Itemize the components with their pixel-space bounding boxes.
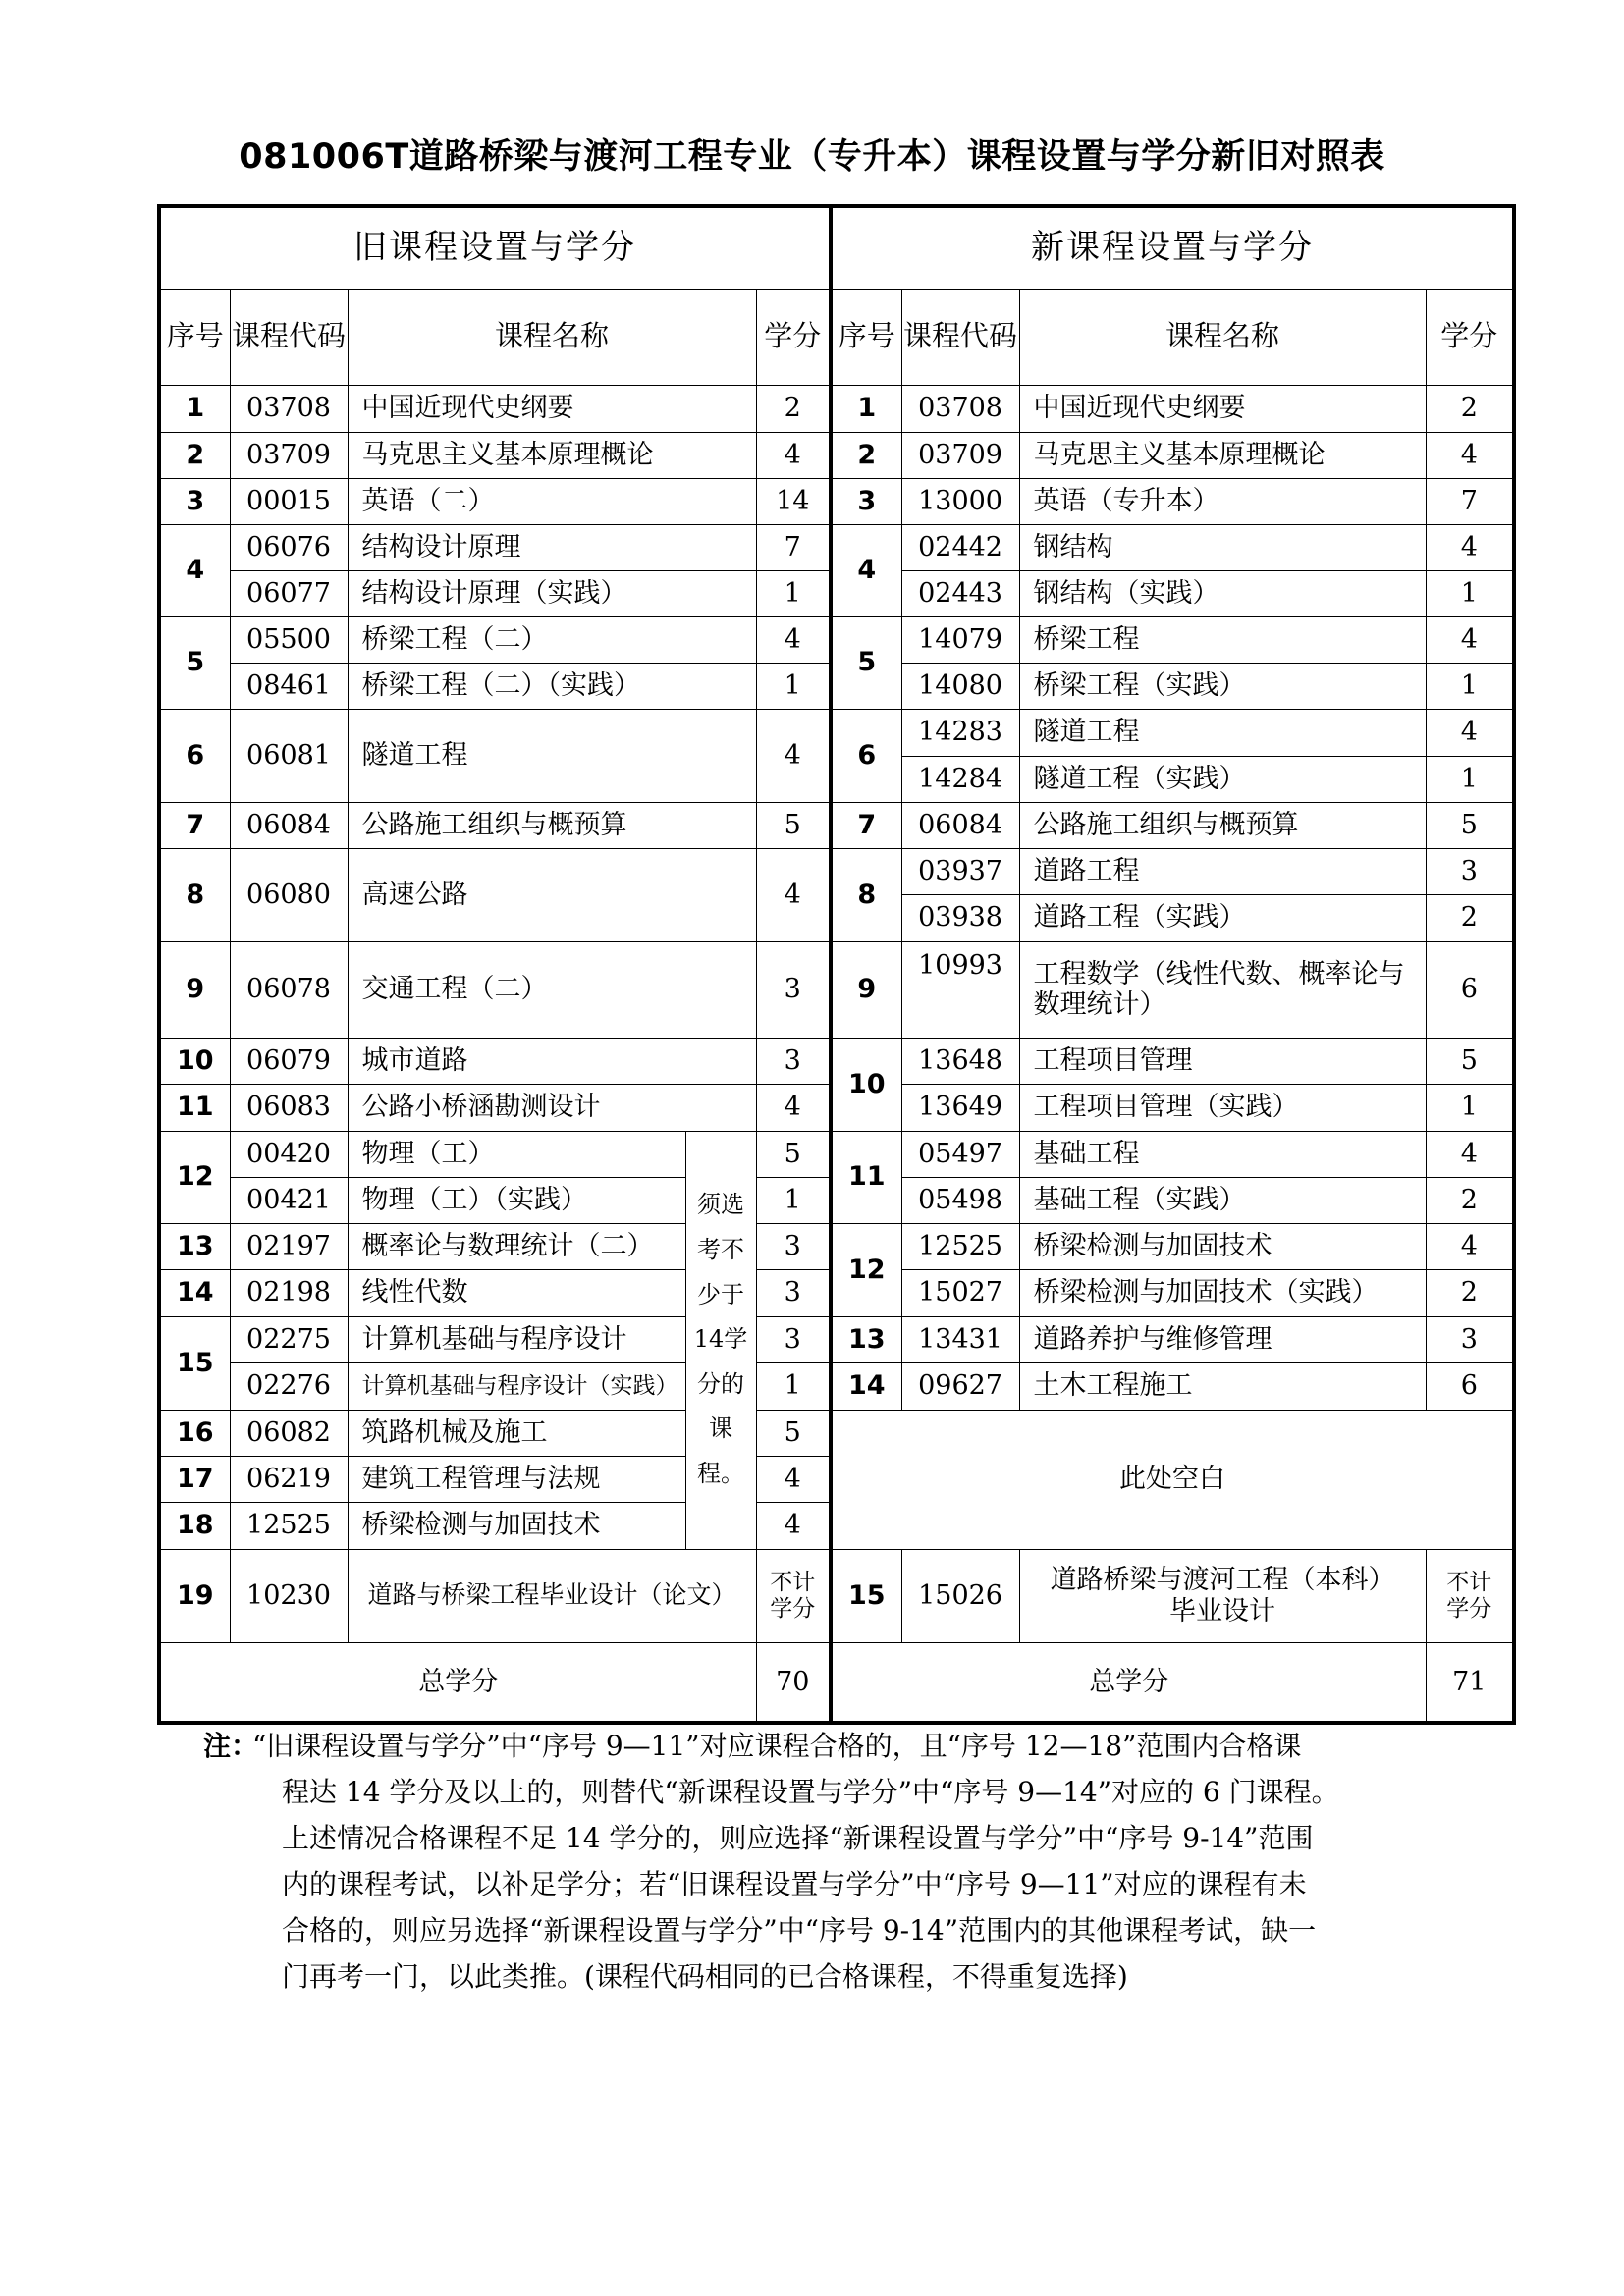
new-row-code: 10993: [901, 941, 1019, 1038]
new-row-no: 2: [831, 432, 901, 478]
old-row-no: 17: [159, 1456, 230, 1502]
new-row-code: 13648: [901, 1038, 1019, 1084]
new-row-credit: 2: [1426, 385, 1514, 432]
old-row-credit: 4: [756, 848, 831, 941]
old-row-name: 道路与桥梁工程毕业设计（论文）: [348, 1549, 756, 1642]
old-row-no: 9: [159, 941, 230, 1038]
table-row: [159, 1038, 1514, 1084]
old-row-code: 00015: [230, 478, 348, 524]
new-row-credit: 1: [1426, 1084, 1514, 1131]
old-row-no: 11: [159, 1084, 230, 1131]
old-row-code: 02275: [230, 1316, 348, 1362]
old-row-code: 02276: [230, 1362, 348, 1410]
old-row-credit: 4: [756, 1084, 831, 1131]
old-row-code: 06219: [230, 1456, 348, 1502]
new-row-no: 13: [831, 1316, 901, 1362]
table-row: [159, 432, 1514, 478]
new-row-no: 1: [831, 385, 901, 432]
new-row-name: 公路施工组织与概预算: [1019, 802, 1426, 848]
old-row-code: 03709: [230, 432, 348, 478]
old-total-label: 总学分: [159, 1642, 756, 1723]
new-row-credit: 2: [1426, 1177, 1514, 1223]
old-row-credit: 2: [756, 385, 831, 432]
new-row-name: 英语（专升本）: [1019, 478, 1426, 524]
old-row-code: 05500: [230, 616, 348, 663]
note-line: 上述情况合格课程不足 14 学分的，则应选择“新课程设置与学分”中“序号 9-14”范围: [282, 1822, 1314, 1854]
old-col-code: 课程代码: [230, 289, 348, 385]
old-row-code: 06076: [230, 524, 348, 570]
new-row-name: 道路工程: [1019, 848, 1426, 894]
old-row-code: 06077: [230, 570, 348, 616]
old-row-code: 12525: [230, 1502, 348, 1549]
old-row-name: 公路施工组织与概预算: [348, 802, 756, 848]
old-row-no: 15: [159, 1316, 230, 1410]
table-row: [159, 1362, 1514, 1410]
new-row-code: 02442: [901, 524, 1019, 570]
new-row-no: 11: [831, 1131, 901, 1223]
new-total-value: 71: [1426, 1642, 1514, 1723]
table-row: [159, 1410, 1514, 1456]
old-row-credit: 7: [756, 524, 831, 570]
old-row-code: 06078: [230, 941, 348, 1038]
old-col-credit: 学分: [756, 289, 831, 385]
old-row-credit: 4: [756, 1456, 831, 1502]
note-line: 内的课程考试，以补足学分；若“旧课程设置与学分”中“序号 9—11”对应的课程有未: [282, 1868, 1307, 1900]
old-row-name: 建筑工程管理与法规: [348, 1456, 685, 1502]
new-row-credit: 7: [1426, 478, 1514, 524]
new-row-name: 钢结构: [1019, 524, 1426, 570]
old-row-no: 6: [159, 709, 230, 802]
old-row-name: 物理（工）: [348, 1131, 685, 1177]
old-row-no: 12: [159, 1131, 230, 1223]
old-row-name: 中国近现代史纲要: [348, 385, 756, 432]
new-row-code: 03937: [901, 848, 1019, 894]
old-row-name: 英语（二）: [348, 478, 756, 524]
new-row-credit: 不计学分: [1426, 1549, 1514, 1642]
new-row-name: 桥梁工程（实践）: [1019, 663, 1426, 709]
old-row-credit: 4: [756, 709, 831, 802]
new-row-name: 马克思主义基本原理概论: [1019, 432, 1426, 478]
new-row-code: 15026: [901, 1549, 1019, 1642]
note-label: 注：: [203, 1730, 259, 1762]
table-row: [159, 1316, 1514, 1362]
old-row-no: 10: [159, 1038, 230, 1084]
new-row-name: 土木工程施工: [1019, 1362, 1426, 1410]
new-row-no: 10: [831, 1038, 901, 1131]
old-row-name: 筑路机械及施工: [348, 1410, 685, 1456]
old-row-name: 物理（工）（实践）: [348, 1177, 685, 1223]
new-row-code: 03708: [901, 385, 1019, 432]
old-row-no: 14: [159, 1269, 230, 1316]
old-row-code: 02197: [230, 1223, 348, 1269]
old-row-no: 4: [159, 524, 230, 616]
old-row-code: 06081: [230, 709, 348, 802]
new-row-name: 隧道工程（实践）: [1019, 756, 1426, 802]
new-row-name: 中国近现代史纲要: [1019, 385, 1426, 432]
new-row-name: 基础工程（实践）: [1019, 1177, 1426, 1223]
old-row-no: 16: [159, 1410, 230, 1456]
old-row-name: 桥梁工程（二）（实践）: [348, 663, 756, 709]
old-row-credit: 3: [756, 1038, 831, 1084]
old-row-code: 10230: [230, 1549, 348, 1642]
blank-cell: 此处空白: [831, 1410, 1514, 1549]
old-row-no: 18: [159, 1502, 230, 1549]
new-row-code: 14284: [901, 756, 1019, 802]
old-row-credit: 1: [756, 1177, 831, 1223]
new-row-name: 隧道工程: [1019, 709, 1426, 756]
new-row-credit: 4: [1426, 1223, 1514, 1269]
note-line: 程达 14 学分及以上的，则替代“新课程设置与学分”中“序号 9—14”对应的 6 门课程。: [282, 1776, 1339, 1808]
new-row-name: 桥梁工程: [1019, 616, 1426, 663]
old-row-code: 03708: [230, 385, 348, 432]
new-row-name: 道路养护与维修管理: [1019, 1316, 1426, 1362]
table-row: [159, 385, 1514, 432]
elective-note: 须选考不少于14学分的课程。: [685, 1131, 756, 1549]
old-row-name: 结构设计原理（实践）: [348, 570, 756, 616]
new-row-code: 03938: [901, 894, 1019, 941]
old-row-credit: 14: [756, 478, 831, 524]
new-row-credit: 1: [1426, 570, 1514, 616]
old-row-code: 02198: [230, 1269, 348, 1316]
old-row-credit: 5: [756, 1131, 831, 1177]
old-row-credit: 3: [756, 1269, 831, 1316]
table-row: [159, 616, 1514, 663]
new-row-name: 工程数学（线性代数、概率论与数理统计）: [1019, 941, 1426, 1038]
old-row-no: 5: [159, 616, 230, 709]
new-total-label: 总学分: [831, 1642, 1426, 1723]
new-row-name: 工程项目管理（实践）: [1019, 1084, 1426, 1131]
old-row-name: 高速公路: [348, 848, 756, 941]
new-row-no: 15: [831, 1549, 901, 1642]
old-row-credit: 4: [756, 616, 831, 663]
new-row-code: 05497: [901, 1131, 1019, 1177]
new-row-credit: 3: [1426, 848, 1514, 894]
new-row-code: 03709: [901, 432, 1019, 478]
new-row-credit: 4: [1426, 1131, 1514, 1177]
old-row-credit: 5: [756, 1410, 831, 1456]
old-row-credit: 5: [756, 802, 831, 848]
old-row-no: 19: [159, 1549, 230, 1642]
new-row-code: 13431: [901, 1316, 1019, 1362]
old-row-credit: 不计学分: [756, 1549, 831, 1642]
new-row-no: 5: [831, 616, 901, 709]
note-line: “旧课程设置与学分”中“序号 9—11”对应课程合格的，且“序号 12—18”范围内合格课: [252, 1730, 1302, 1762]
old-row-code: 06083: [230, 1084, 348, 1131]
old-row-code: 06079: [230, 1038, 348, 1084]
old-row-credit: 1: [756, 570, 831, 616]
old-row-code: 00421: [230, 1177, 348, 1223]
table-row: [159, 524, 1514, 570]
table-row: [159, 478, 1514, 524]
old-row-name: 桥梁工程（二）: [348, 616, 756, 663]
old-row-no: 7: [159, 802, 230, 848]
page-title: 081006T道路桥梁与渡河工程专业（专升本）课程设置与学分新旧对照表: [239, 137, 1385, 177]
new-col-no: 序号: [831, 289, 901, 385]
new-row-name: 桥梁检测与加固技术: [1019, 1223, 1426, 1269]
new-row-code: 06084: [901, 802, 1019, 848]
old-row-code: 08461: [230, 663, 348, 709]
new-row-no: 12: [831, 1223, 901, 1316]
old-row-credit: 3: [756, 941, 831, 1038]
old-row-name: 计算机基础与程序设计（实践）: [348, 1362, 685, 1410]
new-row-no: 7: [831, 802, 901, 848]
old-row-name: 线性代数: [348, 1269, 685, 1316]
old-row-name: 概率论与数理统计（二）: [348, 1223, 685, 1269]
new-row-code: 14079: [901, 616, 1019, 663]
new-row-code: 02443: [901, 570, 1019, 616]
old-row-name: 结构设计原理: [348, 524, 756, 570]
new-row-no: 14: [831, 1362, 901, 1410]
new-row-code: 14080: [901, 663, 1019, 709]
old-col-name: 课程名称: [348, 289, 756, 385]
new-row-credit: 4: [1426, 524, 1514, 570]
old-section-header: 旧课程设置与学分: [159, 206, 831, 289]
new-row-no: 8: [831, 848, 901, 941]
course-comparison-table: [157, 204, 1516, 1725]
table-row: [159, 1549, 1514, 1642]
old-row-credit: 3: [756, 1316, 831, 1362]
new-row-code: 09627: [901, 1362, 1019, 1410]
new-row-credit: 5: [1426, 1038, 1514, 1084]
note-line: 门再考一门，以此类推。(课程代码相同的已合格课程，不得重复选择): [282, 1960, 1128, 1993]
new-row-code: 05498: [901, 1177, 1019, 1223]
old-row-code: 06084: [230, 802, 348, 848]
new-row-credit: 2: [1426, 894, 1514, 941]
new-col-credit: 学分: [1426, 289, 1514, 385]
old-row-name: 公路小桥涵勘测设计: [348, 1084, 756, 1131]
footnote: [203, 1723, 1507, 2000]
old-row-name: 城市道路: [348, 1038, 756, 1084]
old-col-no: 序号: [159, 289, 230, 385]
old-row-credit: 1: [756, 663, 831, 709]
new-row-code: 12525: [901, 1223, 1019, 1269]
new-col-name: 课程名称: [1019, 289, 1426, 385]
table-row: [159, 848, 1514, 894]
old-row-name: 桥梁检测与加固技术: [348, 1502, 685, 1549]
new-row-credit: 3: [1426, 1316, 1514, 1362]
new-row-name: 道路工程（实践）: [1019, 894, 1426, 941]
table-row: [159, 1131, 1514, 1177]
new-row-credit: 4: [1426, 432, 1514, 478]
old-row-code: 00420: [230, 1131, 348, 1177]
new-row-credit: 1: [1426, 756, 1514, 802]
old-row-credit: 4: [756, 432, 831, 478]
new-row-credit: 6: [1426, 941, 1514, 1038]
table-row: [159, 941, 1514, 1038]
old-row-name: 交通工程（二）: [348, 941, 756, 1038]
old-row-code: 06082: [230, 1410, 348, 1456]
new-row-credit: 5: [1426, 802, 1514, 848]
old-row-code: 06080: [230, 848, 348, 941]
old-row-no: 1: [159, 385, 230, 432]
new-row-name: 工程项目管理: [1019, 1038, 1426, 1084]
new-row-code: 13649: [901, 1084, 1019, 1131]
new-row-code: 15027: [901, 1269, 1019, 1316]
new-row-credit: 4: [1426, 616, 1514, 663]
new-row-credit: 4: [1426, 709, 1514, 756]
total-row: [159, 1642, 1514, 1723]
new-row-credit: 1: [1426, 663, 1514, 709]
new-row-no: 9: [831, 941, 901, 1038]
new-row-name: 桥梁检测与加固技术（实践）: [1019, 1269, 1426, 1316]
new-row-name: 道路桥梁与渡河工程（本科）毕业设计: [1019, 1549, 1426, 1642]
new-row-name: 钢结构（实践）: [1019, 570, 1426, 616]
old-row-no: 8: [159, 848, 230, 941]
new-col-code: 课程代码: [901, 289, 1019, 385]
old-row-no: 13: [159, 1223, 230, 1269]
old-row-credit: 1: [756, 1362, 831, 1410]
new-row-no: 3: [831, 478, 901, 524]
old-row-no: 3: [159, 478, 230, 524]
new-row-credit: 6: [1426, 1362, 1514, 1410]
table-row: [159, 709, 1514, 756]
new-row-name: 基础工程: [1019, 1131, 1426, 1177]
old-row-credit: 4: [756, 1502, 831, 1549]
old-total-value: 70: [756, 1642, 831, 1723]
new-section-header: 新课程设置与学分: [831, 206, 1514, 289]
old-row-credit: 3: [756, 1223, 831, 1269]
new-row-code: 14283: [901, 709, 1019, 756]
new-row-code: 13000: [901, 478, 1019, 524]
new-row-no: 4: [831, 524, 901, 616]
old-row-name: 马克思主义基本原理概论: [348, 432, 756, 478]
table-row: [159, 802, 1514, 848]
old-row-name: 计算机基础与程序设计: [348, 1316, 685, 1362]
old-row-name: 隧道工程: [348, 709, 756, 802]
new-row-no: 6: [831, 709, 901, 802]
new-row-credit: 2: [1426, 1269, 1514, 1316]
note-line: 合格的，则应另选择“新课程设置与学分”中“序号 9-14”范围内的其他课程考试，缺一: [282, 1914, 1317, 1947]
old-row-no: 2: [159, 432, 230, 478]
table-row: [159, 1223, 1514, 1269]
